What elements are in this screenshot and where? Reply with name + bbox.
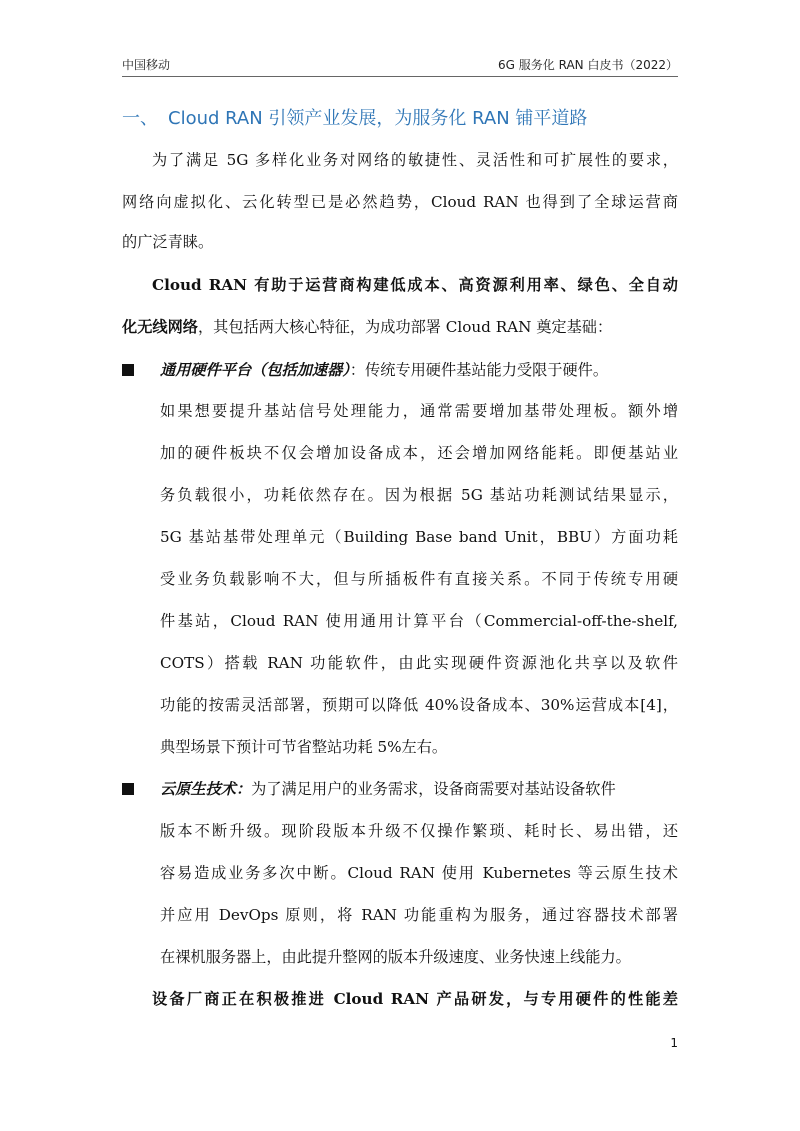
header-org: 中国移动 <box>122 58 171 72</box>
bullet2-first-line <box>160 769 678 809</box>
para2-line <box>122 307 678 347</box>
bullet1-line: 如果想要提升基站信号处理能力，通常需要增加基带处理板。额外增 <box>160 402 678 420</box>
page-number: 1 <box>670 1036 678 1050</box>
para3-line: 设备厂商正在积极推进 Cloud RAN 产品研发，与专用硬件的性能差 <box>152 990 678 1008</box>
bullet1-line: 典型场景下预计可节省整站功耗 5%左右。 <box>160 738 448 756</box>
bullet-square-icon <box>122 783 134 795</box>
header-doc-title: 6G 服务化 RAN 白皮书（2022） <box>498 58 678 72</box>
bullet1-line: 功能的按需灵活部署，预期可以降低 40%设备成本、30%运营成本[4]， <box>160 696 678 714</box>
bullet1-first-line <box>160 350 678 390</box>
bullet1-first-text: ：传统专用硬件基站能力受限于硬件。 <box>349 361 609 379</box>
bullet1-line: 加的硬件板块不仅会增加设备成本，还会增加网络能耗。即便基站业 <box>160 444 678 462</box>
para1-line: 的广泛青睐。 <box>122 233 214 251</box>
bullet1-line: COTS）搭载 RAN 功能软件，由此实现硬件资源池化共享以及软件 <box>160 654 678 672</box>
bullet2-line: 并应用 DevOps 原则，将 RAN 功能重构为服务，通过容器技术部署 <box>160 906 678 924</box>
bullet2-title: 云原生技术： <box>160 780 252 798</box>
para2-line: Cloud RAN 有助于运营商构建低成本、高资源利用率、绿色、全自动 <box>152 276 678 294</box>
para1-line: 网络向虚拟化、云化转型已是必然趋势，Cloud RAN 也得到了全球运营商 <box>122 193 678 211</box>
section-title: Cloud RAN 引领产业发展，为服务化 RAN 铺平道路 <box>168 108 588 129</box>
page-header <box>122 52 678 77</box>
bullet2-line: 在裸机服务器上，由此提升整网的版本升级速度、业务快速上线能力。 <box>160 948 631 966</box>
bullet-square-icon <box>122 364 134 376</box>
bullet1-line: 务负载很小，功耗依然存在。因为根据 5G 基站功耗测试结果显示， <box>160 486 678 504</box>
para2-bold-text: 化无线网络 <box>122 318 198 336</box>
bullet1-line: 受业务负载影响不大，但与所插板件有直接关系。不同于传统专用硬 <box>160 570 678 588</box>
para2-rest-text: ，其包括两大核心特征，为成功部署 Cloud RAN 奠定基础： <box>197 318 613 336</box>
bullet2-first-text: 为了满足用户的业务需求，设备商需要对基站设备软件 <box>251 780 616 798</box>
bullet2-line: 版本不断升级。现阶段版本升级不仅操作繁琐、耗时长、易出错，还 <box>160 822 678 840</box>
bullet1-line: 件基站，Cloud RAN 使用通用计算平台（Commercial-off-the-shelf, <box>160 612 678 630</box>
bullet1-line: 5G 基站基带处理单元（Building Base band Unit，BBU）方面功耗 <box>160 528 678 546</box>
section-heading <box>122 104 587 130</box>
bullet2-line: 容易造成业务多次中断。Cloud RAN 使用 Kubernetes 等云原生技术 <box>160 864 678 882</box>
bullet1-title: 通用硬件平台（包括加速器） <box>160 361 350 379</box>
section-number: 一、 <box>122 108 158 129</box>
para1-line: 为了满足 5G 多样化业务对网络的敏捷性、灵活性和可扩展性的要求， <box>152 151 678 169</box>
